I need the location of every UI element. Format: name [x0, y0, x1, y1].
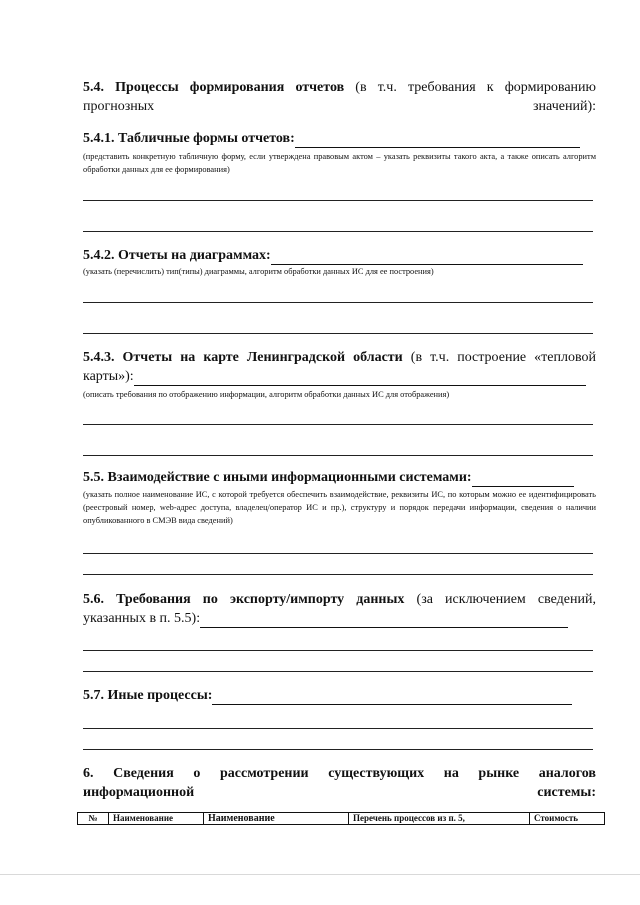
section-5-4-heading [83, 78, 596, 116]
section-5-7-inline-field[interactable] [212, 690, 572, 705]
answer-line[interactable] [83, 728, 593, 729]
section-5-7-heading [83, 686, 596, 705]
section-5-4-2-heading [83, 246, 596, 265]
section-5-4-rest: (в т.ч. требования к формированию прогнозных значений): [83, 80, 596, 114]
answer-line[interactable] [83, 231, 593, 232]
answer-line[interactable] [83, 749, 593, 750]
section-5-4-3-hint: (описать требования по отображению информации, алгоритм обработки данных ИС для отображения) [83, 390, 450, 399]
section-5-4-3-heading [83, 348, 596, 386]
section-5-7-title: 5.7. Иные процессы: [83, 688, 213, 703]
section-5-4-num: 5.4. [83, 80, 104, 95]
section-5-6-inline-field[interactable] [200, 613, 568, 628]
table-header-cell: Наименование [109, 813, 204, 825]
section-5-6-title: 5.6. Требования по экспорту/импорту данных [83, 592, 405, 607]
answer-line[interactable] [83, 650, 593, 651]
table-header-text: Перечень процессов из п. 5, [353, 813, 465, 823]
answer-line[interactable] [83, 553, 593, 554]
section-5-6-rest: (за исключением сведений, указанных в п. 5.5): [83, 592, 596, 626]
table-header-cell: Стоимость [530, 813, 605, 825]
section-5-4-3-inline-field[interactable] [134, 371, 586, 386]
answer-line[interactable] [83, 333, 593, 334]
answer-line[interactable] [83, 455, 593, 456]
table-header-cell: Наименование [204, 813, 349, 825]
section-5-4-1-inline-field[interactable] [295, 133, 580, 148]
section-5-4-3-rest: (в т.ч. построение «тепловой карты»): [83, 350, 596, 384]
analogs-table [77, 812, 605, 825]
section-5-4-1-title: 5.4.1. Табличные формы отчетов: [83, 131, 295, 146]
section-5-5-inline-field[interactable] [472, 472, 574, 487]
section-5-4-1-heading [83, 129, 596, 148]
section-5-4-2-hint: (указать (перечислить) тип(типы) диаграммы, алгоритм обработки данных ИС для ее построения) [83, 267, 434, 276]
section-5-5-heading [83, 468, 596, 487]
section-5-4-1-hint: (представить конкретную табличную форму, если утверждена правовым актом – указать реквизиты такого акта, а также описать алгоритм обработки данных для ее формирования) [83, 152, 596, 174]
answer-line[interactable] [83, 424, 593, 425]
table-header-row [78, 813, 605, 825]
section-6-num: 6. [83, 766, 94, 781]
section-5-4-2-inline-field[interactable] [271, 250, 583, 265]
table-header-cell: № [78, 813, 109, 825]
section-5-4-3-title: 5.4.3. Отчеты на карте Ленинградской области [83, 350, 403, 365]
answer-line[interactable] [83, 200, 593, 201]
section-5-4-2-title: 5.4.2. Отчеты на диаграммах: [83, 248, 271, 263]
answer-line[interactable] [83, 574, 593, 575]
page-bottom-divider [0, 874, 640, 875]
section-5-4-title: Процессы формирования отчетов [115, 80, 345, 95]
answer-line[interactable] [83, 671, 593, 672]
section-5-5-hint: (указать полное наименование ИС, с которой требуется обеспечить взаимодействие, реквизиты ИС, по которым можно ее идентифицировать (реестровый номер, web-адрес доступа, владелец/оператор ИС и пр.), структуру и порядок передачи информации, сведения о наличии опубликованного в СМЭВ вида сведений) [83, 490, 596, 525]
section-6-heading [83, 764, 596, 802]
table-header-cell [349, 813, 530, 825]
section-5-6-heading [83, 590, 596, 628]
answer-line[interactable] [83, 302, 593, 303]
section-5-5-title: 5.5. Взаимодействие с иными информационными системами: [83, 470, 472, 485]
section-6-title: Сведения о рассмотрении существующих на рынке аналогов информационной системы: [83, 766, 596, 800]
